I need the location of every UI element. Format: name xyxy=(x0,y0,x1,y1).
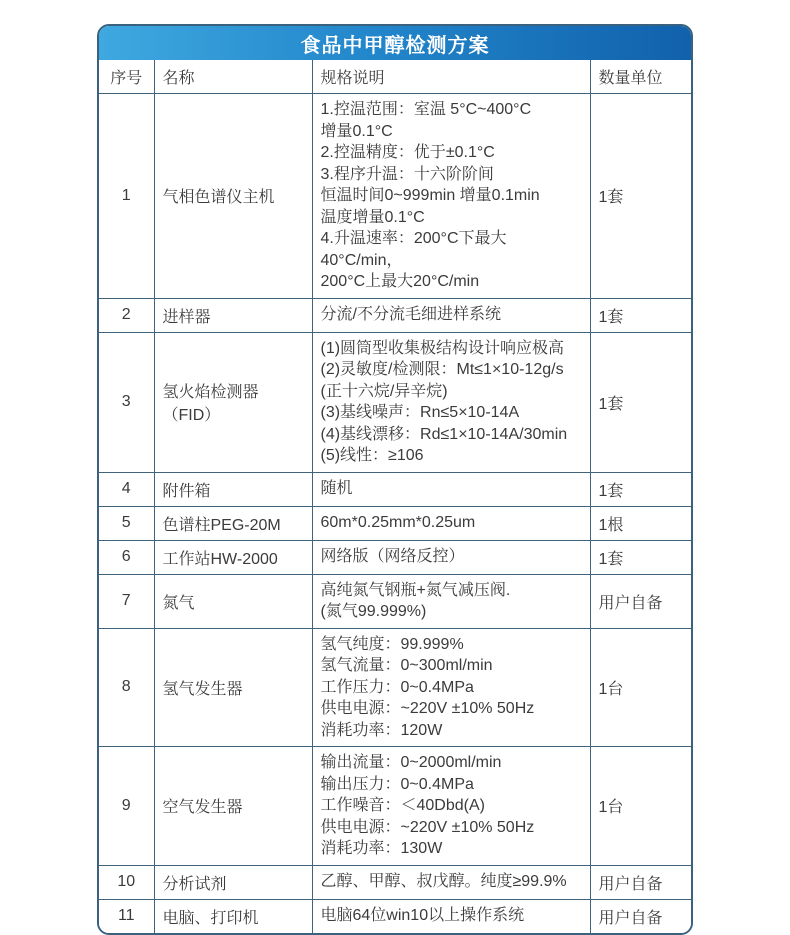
table-row xyxy=(99,298,693,332)
spec-line: 电脑64位win10以上操作系统 xyxy=(320,907,525,924)
cell-name: 氢火焰检测器（FID） xyxy=(154,332,312,472)
spec-line: 工作压力：0~0.4MPa xyxy=(320,678,474,696)
table-row xyxy=(99,540,693,574)
cell-spec xyxy=(312,298,590,332)
cell-no: 6 xyxy=(99,540,154,574)
page-title: 食品中甲醇检测方案 xyxy=(300,34,490,57)
cell-no: 3 xyxy=(99,332,154,472)
spec-line: 供电电源：~220V ±10% 50Hz xyxy=(320,818,535,836)
cell-name: 进样器 xyxy=(154,298,312,332)
spec-line: (正十六烷/异辛烷) xyxy=(320,382,448,400)
cell-qty: 1套 xyxy=(590,94,693,299)
cell-no: 9 xyxy=(99,747,154,866)
spec-line: 高纯氮气钢瓶+氮气减压阀. xyxy=(320,581,511,599)
cell-qty: 1台 xyxy=(590,628,693,747)
spec-line: 随机 xyxy=(320,480,353,497)
cell-no: 5 xyxy=(99,506,154,540)
spec-line: (4)基线漂移：Rd≤1×10-14A/30min xyxy=(320,425,568,443)
cell-no: 11 xyxy=(99,899,154,933)
cell-no: 1 xyxy=(99,94,154,299)
spec-line: 输出流量：0~2000ml/min xyxy=(320,754,502,771)
cell-name: 色谱柱PEG-20M xyxy=(154,506,312,540)
cell-spec xyxy=(312,865,590,899)
cell-name: 分析试剂 xyxy=(154,865,312,899)
cell-name: 氮气 xyxy=(154,574,312,628)
spec-line: (5)线性：≥106 xyxy=(320,447,424,464)
table-row xyxy=(99,332,693,472)
cell-spec xyxy=(312,472,590,506)
header-row xyxy=(99,60,693,94)
cell-name: 气相色谱仪主机 xyxy=(154,94,312,299)
spec-line: 氢气纯度：99.999% xyxy=(320,635,464,653)
spec-line: 200°C上最大20°C/min xyxy=(320,273,480,290)
column-header-name: 名称 xyxy=(154,60,312,94)
cell-qty: 1套 xyxy=(590,540,693,574)
cell-name: 附件箱 xyxy=(154,472,312,506)
spec-table xyxy=(99,60,693,933)
table-row xyxy=(99,574,693,628)
cell-qty: 用户自备 xyxy=(590,899,693,933)
cell-spec xyxy=(312,574,590,628)
column-header-qty: 数量单位 xyxy=(590,60,693,94)
table-row xyxy=(99,506,693,540)
cell-no: 10 xyxy=(99,865,154,899)
table-row xyxy=(99,899,693,933)
spec-line: 输出压力：0~0.4MPa xyxy=(320,775,474,793)
cell-spec xyxy=(312,94,590,299)
spec-line: 4.升温速率：200°C下最大40°C/min， xyxy=(320,230,507,269)
spec-sheet xyxy=(97,24,693,935)
spec-line: 乙醇、甲醇、叔戊醇。纯度≥99.9% xyxy=(320,873,567,890)
cell-qty: 1根 xyxy=(590,506,693,540)
cell-spec xyxy=(312,628,590,747)
cell-name: 工作站HW-2000 xyxy=(154,540,312,574)
cell-name: 电脑、打印机 xyxy=(154,899,312,933)
cell-qty: 1套 xyxy=(590,332,693,472)
spec-line: 增量0.1°C xyxy=(320,122,393,140)
spec-line: (氮气99.999%) xyxy=(320,603,427,620)
table-row xyxy=(99,472,693,506)
title-band xyxy=(99,26,691,60)
spec-line: 温度增量0.1°C xyxy=(320,208,425,226)
cell-spec xyxy=(312,540,590,574)
spec-line: 网络版（网络反控） xyxy=(320,548,465,565)
cell-qty: 1套 xyxy=(590,472,693,506)
table-row xyxy=(99,865,693,899)
cell-no: 7 xyxy=(99,574,154,628)
cell-no: 4 xyxy=(99,472,154,506)
cell-qty: 1台 xyxy=(590,747,693,866)
column-header-spec: 规格说明 xyxy=(312,60,590,94)
spec-line: 消耗功率：120W xyxy=(320,721,443,739)
cell-name: 氢气发生器 xyxy=(154,628,312,747)
cell-no: 8 xyxy=(99,628,154,747)
spec-line: (1)圆筒型收集极结构设计响应极高 xyxy=(320,339,565,357)
cell-qty: 用户自备 xyxy=(590,574,693,628)
cell-qty: 用户自备 xyxy=(590,865,693,899)
cell-name: 空气发生器 xyxy=(154,747,312,866)
spec-line: 1.控温范围：室温 5°C~400°C xyxy=(320,101,532,118)
spec-line: 恒温时间0~999min 增量0.1min xyxy=(320,187,540,204)
cell-qty: 1套 xyxy=(590,298,693,332)
spec-line: 消耗功率：130W xyxy=(320,840,443,857)
spec-line: 3.程序升温：十六阶阶间 xyxy=(320,165,494,183)
spec-line: 工作噪音：＜40Dbd(A) xyxy=(320,797,485,814)
cell-spec xyxy=(312,332,590,472)
spec-line: 氢气流量：0~300ml/min xyxy=(320,657,493,674)
cell-spec xyxy=(312,747,590,866)
spec-line: 2.控温精度：优于±0.1°C xyxy=(320,144,495,161)
spec-line: (2)灵敏度/检测限：Mt≤1×10-12g/s xyxy=(320,361,564,378)
spec-line: 供电电源：~220V ±10% 50Hz xyxy=(320,700,535,717)
cell-spec xyxy=(312,899,590,933)
table-row xyxy=(99,628,693,747)
column-header-no: 序号 xyxy=(99,60,154,94)
table-row xyxy=(99,94,693,299)
spec-line: (3)基线噪声：Rn≤5×10-14A xyxy=(320,404,520,421)
cell-spec xyxy=(312,506,590,540)
spec-line: 分流/不分流毛细进样系统 xyxy=(320,306,501,323)
cell-no: 2 xyxy=(99,298,154,332)
table-row xyxy=(99,747,693,866)
spec-line: 60m*0.25mm*0.25um xyxy=(320,514,476,531)
